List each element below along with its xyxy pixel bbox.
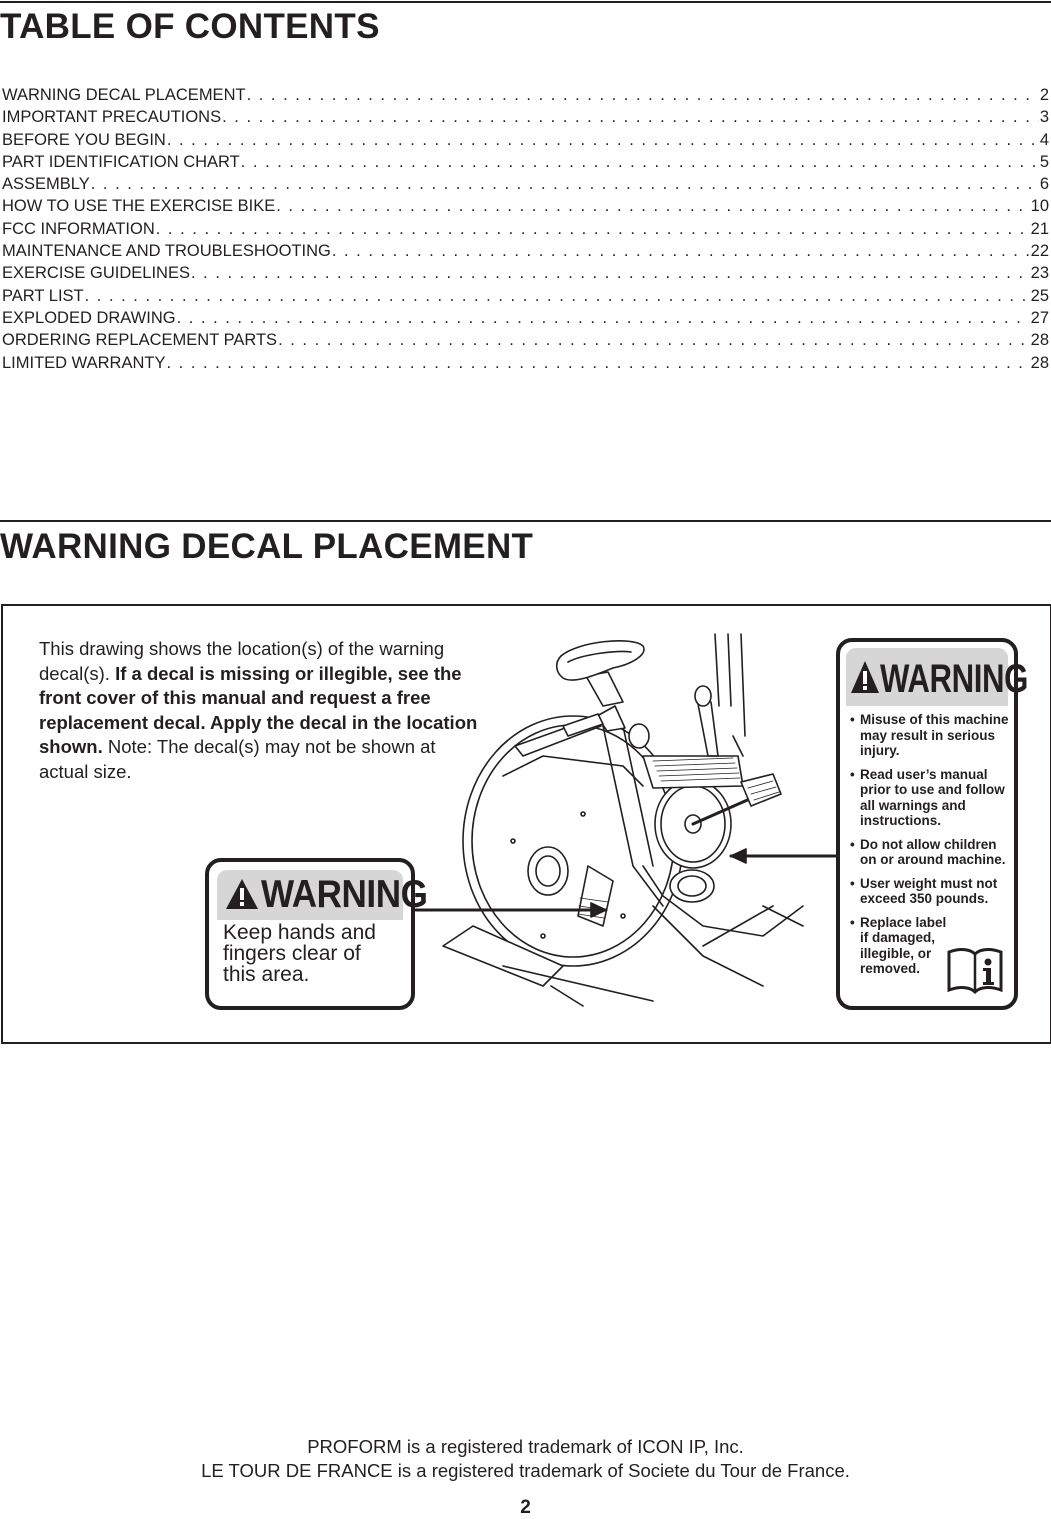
toc-entry[interactable] xyxy=(2,106,1049,128)
toc-entry[interactable] xyxy=(2,285,1049,307)
trademark-line: LE TOUR DE FRANCE is a registered trademark of Societe du Tour de France. xyxy=(201,1460,850,1481)
manual-info-icon xyxy=(946,946,1004,994)
decal-bullet: • User weight must not exceed 350 pounds. xyxy=(848,876,1012,907)
toc-entry-title: BEFORE YOU BEGIN xyxy=(2,130,166,149)
top-rule xyxy=(0,1,1051,3)
toc-entry-page: 5 xyxy=(1039,152,1049,171)
toc-entry-page: 6 xyxy=(1039,175,1049,194)
toc-entry-title: PART LIST xyxy=(2,286,84,305)
toc-entry-title: LIMITED WARRANTY xyxy=(2,353,166,372)
toc-entry-page: 23 xyxy=(1030,264,1049,283)
dot-leader xyxy=(156,218,1030,240)
toc-entry-title: ASSEMBLY xyxy=(2,175,90,194)
toc-entry-page: 27 xyxy=(1030,308,1049,327)
toc-entry-title: FCC INFORMATION xyxy=(2,219,155,238)
dot-leader xyxy=(85,285,1030,307)
toc-entry-title: PART IDENTIFICATION CHART xyxy=(2,152,240,171)
trademark-line: PROFORM is a registered trademark of ICON IP, Inc. xyxy=(307,1436,744,1457)
toc-entry-page: 4 xyxy=(1039,130,1049,149)
decal-bullet: • Misuse of this machine may result in serious injury. xyxy=(848,712,1012,759)
toc-entry[interactable] xyxy=(2,262,1049,284)
decal-bullet: • Do not allow children on or around machine. xyxy=(848,837,1012,868)
decal-bullet-list xyxy=(848,712,1012,985)
page-number: 2 xyxy=(520,1497,531,1518)
decal-warning-title: WARNING xyxy=(261,873,428,916)
toc-entry-page: 28 xyxy=(1030,331,1049,350)
toc-entry[interactable] xyxy=(2,151,1049,173)
dot-leader xyxy=(191,262,1030,284)
warning-section-heading: WARNING DECAL PLACEMENT xyxy=(0,527,534,566)
toc-entry[interactable] xyxy=(2,195,1049,217)
dot-leader xyxy=(332,240,1030,262)
decal-figure-box xyxy=(1,604,1051,1044)
dot-leader xyxy=(91,173,1039,195)
toc-entry[interactable] xyxy=(2,84,1049,106)
decal-warning-title: WARNING xyxy=(880,657,1029,701)
toc-entry-title: ORDERING REPLACEMENT PARTS xyxy=(2,331,278,350)
toc-entry[interactable] xyxy=(2,329,1049,351)
small-warning-decal xyxy=(205,858,428,1010)
intro-bold: If a decal is missing or illegible, see the front cover of this manual and request a free replacement decal. Apply the decal in the location shown. xyxy=(39,662,478,757)
toc-entry[interactable] xyxy=(2,352,1049,374)
toc-entry[interactable] xyxy=(2,173,1049,195)
toc-entry-title: HOW TO USE THE EXERCISE BIKE xyxy=(2,197,276,216)
toc-entry-title: MAINTENANCE AND TROUBLESHOOTING xyxy=(2,242,331,261)
decal-line: Keep hands and xyxy=(223,921,376,944)
decal-bullet: • Replace label if damaged, illegible, or removed. xyxy=(848,915,952,977)
intro-plain: This drawing shows the location(s) of the warning decal(s). xyxy=(39,638,445,684)
large-warning-decal xyxy=(836,638,1029,1010)
intro-note: Note: The decal(s) may not be shown at actual size. xyxy=(39,736,436,782)
decal-line: fingers clear of xyxy=(223,942,361,965)
toc-list xyxy=(2,84,1049,374)
dot-leader xyxy=(222,106,1039,128)
dot-leader xyxy=(278,329,1030,351)
toc-entry[interactable] xyxy=(2,307,1049,329)
toc-entry-page: 2 xyxy=(1039,86,1049,104)
section-rule xyxy=(0,520,1051,522)
toc-heading: TABLE OF CONTENTS xyxy=(0,7,380,46)
toc-entry-title: IMPORTANT PRECAUTIONS xyxy=(2,108,222,127)
toc-entry-page: 25 xyxy=(1030,286,1049,305)
dot-leader xyxy=(247,84,1039,106)
dot-leader xyxy=(166,352,1029,374)
dot-leader xyxy=(177,307,1030,329)
toc-entry[interactable] xyxy=(2,240,1049,262)
toc-entry-page: 21 xyxy=(1030,219,1049,238)
decal-line: this area. xyxy=(223,963,310,986)
toc-entry-title: WARNING DECAL PLACEMENT xyxy=(2,86,246,104)
toc-entry-page: 3 xyxy=(1039,108,1049,127)
toc-entry-page: 28 xyxy=(1030,353,1049,372)
warning-triangle-icon xyxy=(850,660,880,694)
dot-leader xyxy=(276,195,1029,217)
dot-leader xyxy=(167,129,1039,151)
toc-entry-title: EXPLODED DRAWING xyxy=(2,308,176,327)
toc-entry-page: 22 xyxy=(1030,242,1049,261)
decal-bullet: • Read user’s manual prior to use and follow all warnings and instructions. xyxy=(848,767,1012,829)
decal-message xyxy=(223,922,376,985)
dot-leader xyxy=(241,151,1039,173)
toc-entry[interactable] xyxy=(2,129,1049,151)
toc-entry-page: 10 xyxy=(1030,197,1049,216)
toc-entry[interactable] xyxy=(2,218,1049,240)
toc-entry-title: EXERCISE GUIDELINES xyxy=(2,264,190,283)
warning-triangle-icon xyxy=(225,878,259,910)
